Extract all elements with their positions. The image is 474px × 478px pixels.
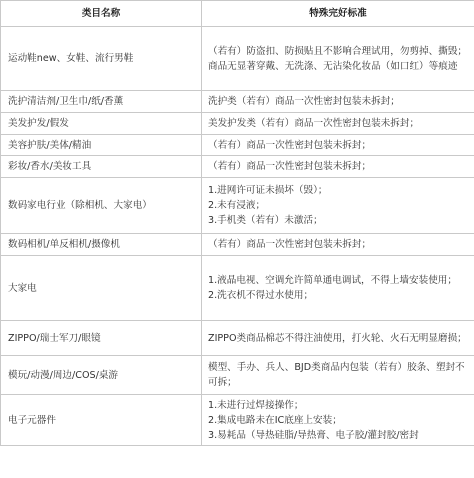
standard-cell [202,256,474,321]
standard-cell [202,156,474,178]
standard-line: （若有）防盗扣、防损贴且不影响合理试用，勿剪掉、撕毁；商品无显著穿戴、无洗涤、无沾染化妆品（如口红）等痕迹 [208,45,468,72]
category-cell: ZIPPO/瑞士军刀/眼镜 [1,321,202,356]
category-cell: 模玩/动漫/周边/COS/桌游 [1,356,202,395]
table-row [1,256,474,321]
table-row [1,356,474,395]
standard-line: 3.易耗品（导热硅脂/导热膏、电子胶/灌封胶/密封 [208,429,419,441]
standard-line: 2.集成电路未在IC底座上安装； [208,414,342,426]
standard-line: 2.洗衣机不得过水使用； [208,290,314,301]
table-header-row [1,1,474,27]
table-row [1,91,474,113]
header-category: 类目名称 [1,1,202,27]
standard-line: 洗护类（若有）商品一次性密封包装未拆封； [208,96,400,107]
standard-cell [202,178,474,234]
standard-cell [202,395,474,446]
standard-cell [202,113,474,135]
standard-cell [202,356,474,395]
standard-line: 1.进网许可证未损坏（毁）； [208,185,328,196]
category-cell: 美容护肤/美体/精油 [1,135,202,156]
standard-line: （若有）商品一次性密封包装未拆封； [208,161,372,172]
standard-line: （若有）商品一次性密封包装未拆封； [208,239,372,250]
standard-cell [202,27,474,91]
table-row [1,135,474,156]
standard-line: 1.未进行过焊接操作； [208,399,304,411]
category-cell: 洗护清洁剂/卫生巾/纸/香薰 [1,91,202,113]
table-row [1,395,474,446]
table-row [1,321,474,356]
category-cell: 彩妆/香水/美妆工具 [1,156,202,178]
table-row [1,178,474,234]
table-row [1,27,474,91]
table-row [1,113,474,135]
category-cell: 数码家电行业（除相机、大家电） [1,178,202,234]
standard-cell [202,135,474,156]
standard-cell [202,91,474,113]
table-row [1,156,474,178]
category-cell: 数码相机/单反相机/摄像机 [1,234,202,256]
category-cell: 美发护发/假发 [1,113,202,135]
standard-line: （若有）商品一次性密封包装未拆封； [208,139,372,151]
header-standard: 特殊完好标准 [202,1,474,27]
standard-line: 1.液晶电视、空调允许简单通电调试，不得上墙安装使用； [208,275,457,286]
standard-line: ZIPPO类商品棉芯不得注油使用，打火轮、火石无明显磨损； [208,332,467,344]
standard-line: 3.手机类（若有）未激活； [208,215,323,226]
standard-cell [202,234,474,256]
category-cell: 电子元器件 [1,395,202,446]
standard-cell [202,321,474,356]
table-row [1,234,474,256]
standard-line: 2.未有浸液； [208,200,266,211]
standard-line: 模型、手办、兵人、BJD类商品内包装（若有）胶条、塑封不可拆； [208,362,465,388]
standard-line: 美发护发类（若有）商品一次性密封包装未拆封； [208,118,420,129]
category-cell: 运动鞋new、女鞋、流行男鞋 [1,27,202,91]
category-cell: 大家电 [1,256,202,321]
